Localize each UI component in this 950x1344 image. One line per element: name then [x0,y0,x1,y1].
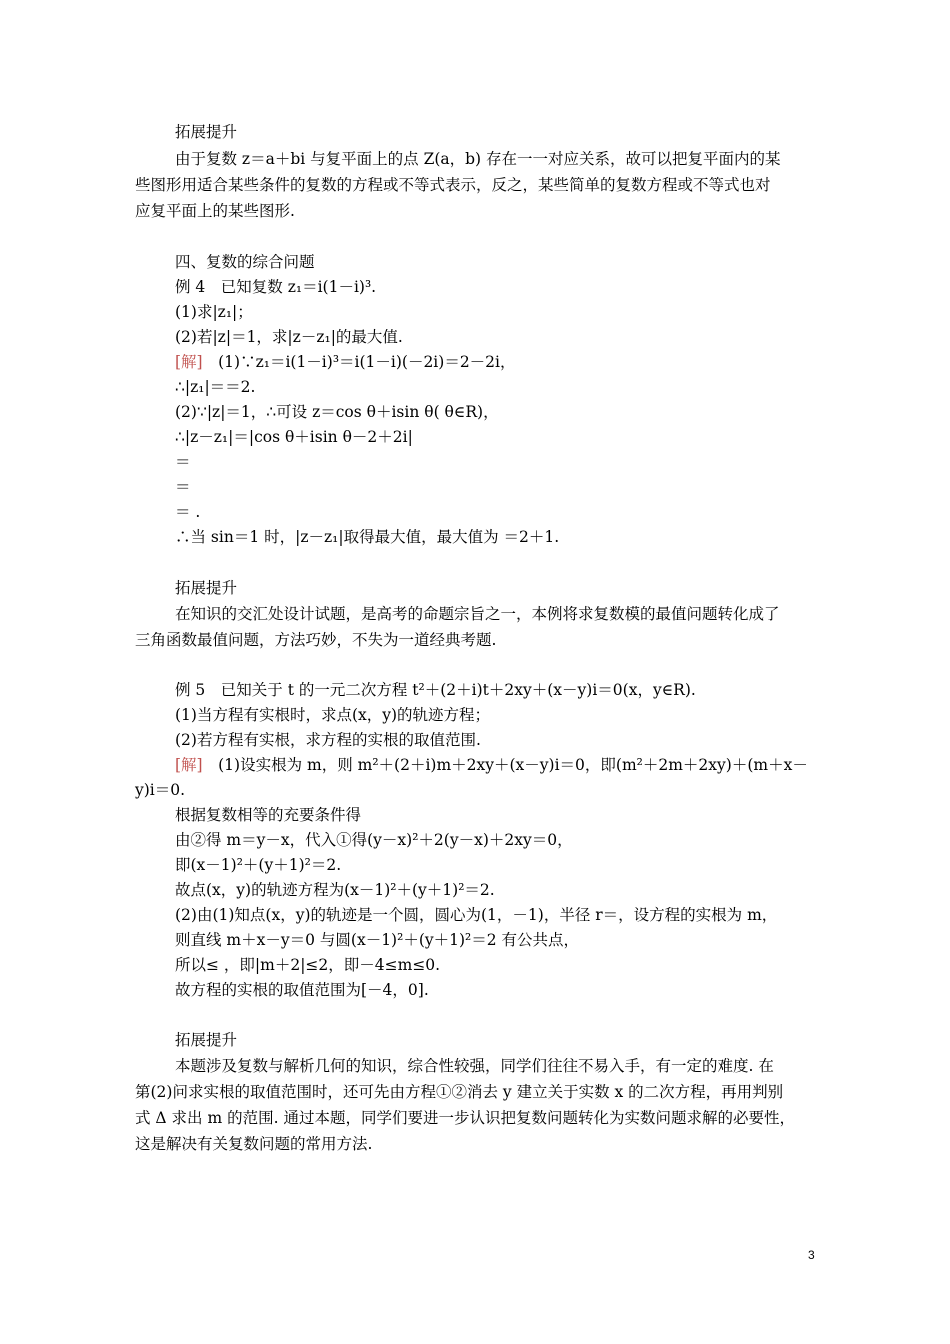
example-5-solution-line-3: 根据复数相等的充要条件得 [175,806,362,824]
extension-paragraph-3-line-1: 本题涉及复数与解析几何的知识，综合性较强，同学们往往不易入手，有一定的难度. 在 [175,1057,774,1075]
extension-heading-2: 拓展提升 [175,579,238,597]
example-4-solution-line-2: ∴|z₁|＝＝2. [175,378,256,396]
solution-text: (1)∵z₁＝i(1－i)³＝i(1－i)(－2i)＝2－2i， [202,353,516,371]
section-4-heading: 四、复数的综合问题 [175,253,315,271]
extension-paragraph-1-line-1: 由于复数 z＝a＋bi 与复平面上的点 Z(a，b) 存在一一对应关系，故可以把复平面内的某 [175,150,781,168]
extension-paragraph-3-line-2: 第(2)问求实根的取值范围时，还可先由方程①②消去 y 建立关于实数 x 的二次方程，再用判别 [135,1083,784,1101]
example-5-title: 例 5 已知关于 t 的一元二次方程 t²＋(2＋i)t＋2xy＋(x－y)i＝0(x，y∈R). [175,681,696,699]
example-4-solution-line-4: ∴|z－z₁|＝|cos θ＋isin θ－2＋2i| [175,428,413,446]
example-4-solution-line-1 [175,352,516,372]
extension-paragraph-3-line-3: 式 Δ 求出 m 的范围. 通过本题，同学们要进一步认识把复数问题转化为实数问题求解的必要性， [135,1109,795,1127]
example-5-solution-line-1 [175,755,808,775]
example-5-solution-line-6: 故点(x，y)的轨迹方程为(x－1)²＋(y＋1)²＝2. [175,881,495,899]
example-4-solution-line-5: ＝ [175,453,191,471]
example-5-solution-line-8: 则直线 m＋x－y＝0 与圆(x－1)²＋(y＋1)²＝2 有公共点， [175,931,580,949]
example-4-solution-line-6: ＝ [175,478,191,496]
extension-paragraph-2-line-1: 在知识的交汇处设计试题，是高考的命题宗旨之一，本例将求复数模的最值问题转化成了 [175,605,780,623]
extension-heading-3: 拓展提升 [175,1031,238,1049]
solution-tag: [解] [175,353,203,371]
solution-tag: [解] [175,756,203,774]
example-4-solution-line-3: (2)∵|z|＝1，∴可设 z＝cos θ＋isin θ( θ∈R)， [175,403,499,421]
example-5-solution-line-5: 即(x－1)²＋(y＋1)²＝2. [175,856,342,874]
example-4-question-2: (2)若|z|＝1，求|z－z₁|的最大值. [175,328,403,346]
example-5-solution-line-9: 所以≤ ，即|m＋2|≤2，即－4≤m≤0. [175,956,441,974]
example-4-title: 例 4 已知复数 z₁＝i(1－i)³. [175,278,377,296]
example-4-solution-line-7: ＝ . [175,503,201,521]
extension-paragraph-2-line-2: 三角函数最值问题，方法巧妙，不失为一道经典考题. [135,631,497,649]
example-4-question-1: (1)求|z₁|； [175,303,253,321]
solution-text: (1)设实根为 m，则 m²＋(2＋i)m＋2xy＋(x－y)i＝0，即(m²＋2m＋2xy)＋(m＋x－ [202,756,808,774]
example-5-solution-line-2: y)i＝0. [135,781,186,799]
example-5-solution-line-4: 由②得 m＝y－x，代入①得(y－x)²＋2(y－x)＋2xy＝0， [175,831,573,849]
example-5-question-2: (2)若方程有实根，求方程的实根的取值范围. [175,731,481,749]
extension-heading-1: 拓展提升 [175,123,238,141]
extension-paragraph-3-line-4: 这是解决有关复数问题的常用方法. [135,1135,373,1153]
example-5-question-1: (1)当方程有实根时，求点(x，y)的轨迹方程； [175,706,491,724]
page-number: 3 [808,1248,815,1262]
extension-paragraph-1-line-2: 些图形用适合某些条件的复数的方程或不等式表示，反之，某些简单的复数方程或不等式也对 [135,176,771,194]
extension-paragraph-1-line-3: 应复平面上的某些图形. [135,202,295,220]
example-5-solution-line-7: (2)由(1)知点(x，y)的轨迹是一个圆，圆心为(1，－1)，半径 r＝，设方程的实根为 m， [175,906,778,924]
example-5-solution-line-10: 故方程的实根的取值范围为[－4，0]. [175,981,429,999]
example-4-solution-line-8: ∴当 sin＝1 时，|z－z₁|取得最大值，最大值为 ＝2＋1. [175,528,560,546]
